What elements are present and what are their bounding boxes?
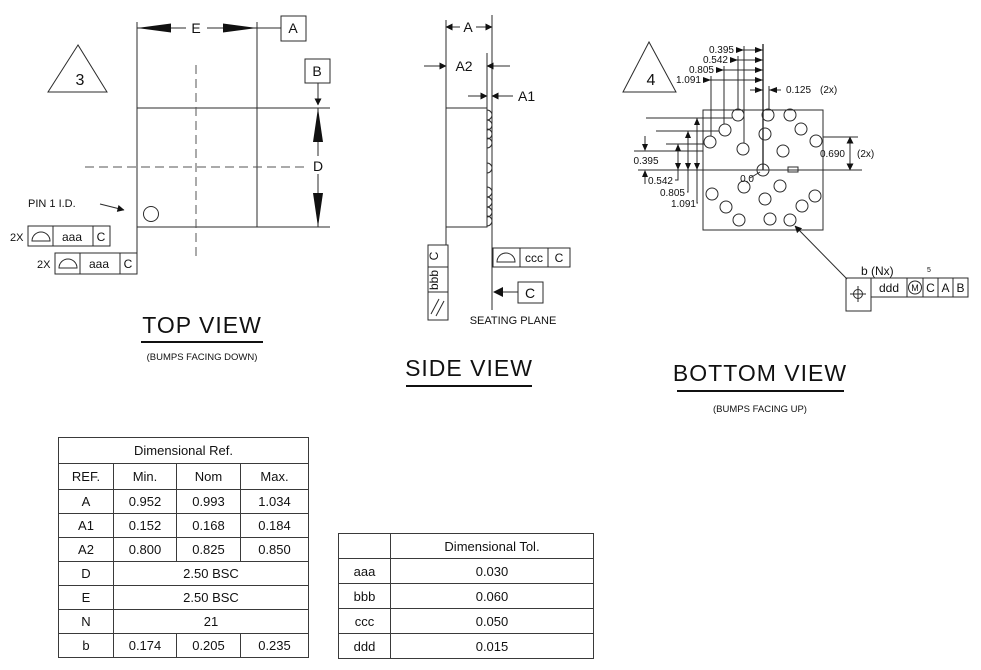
table-row	[339, 609, 594, 634]
dim-top-1091: 1.091	[675, 75, 701, 86]
tol-ref-cell: ddd	[339, 634, 391, 659]
tol-value-cell: 0.030	[391, 559, 594, 584]
nom-cell: 0.825	[177, 538, 241, 562]
dim-E	[137, 19, 281, 36]
datum-A	[281, 16, 306, 41]
nom-cell: 0.205	[177, 634, 241, 658]
fcf2-qty: 2X	[37, 259, 51, 271]
dim-top-0542: 0.542	[702, 55, 728, 66]
ref-cell: N	[59, 610, 114, 634]
fcf-position-datum-1: C	[926, 281, 935, 295]
datum-A-label: A	[288, 20, 298, 36]
table-row	[339, 584, 594, 609]
min-cell: 0.800	[114, 538, 177, 562]
fcf-parallelism-bbb	[427, 245, 448, 320]
dim-A1-label: A1	[518, 88, 536, 104]
flag-note-3-number: 3	[75, 72, 85, 89]
ref-col-header: REF.	[59, 464, 114, 490]
max-cell: 1.034	[241, 490, 309, 514]
side-view-bumps	[487, 110, 492, 226]
fcf-parallelism-datum: C	[427, 251, 441, 261]
origin-callout	[740, 172, 760, 185]
fcf2-tolerance: aaa	[88, 257, 110, 271]
dim-left-0542: 0.542	[647, 176, 673, 187]
fcf-profile-aaa-1	[10, 226, 110, 246]
datum-C-label: C	[524, 285, 536, 301]
max-cell: 0.184	[241, 514, 309, 538]
dim-E-label: E	[191, 20, 201, 36]
arrow-up-icon	[313, 108, 323, 142]
table-row	[59, 634, 309, 658]
arrow-left-icon	[137, 24, 171, 33]
tol-ref-cell: ccc	[339, 609, 391, 634]
seating-plane-label: SEATING PLANE	[469, 315, 557, 327]
ball-callout	[795, 226, 931, 279]
parallelism-icon	[431, 299, 444, 316]
dim-right-label: 0.690	[819, 149, 845, 160]
fcf-position-modifier: M	[911, 283, 919, 293]
dims-top	[676, 45, 837, 96]
min-col-header: Min.	[114, 464, 177, 490]
arrow-right-icon	[223, 24, 257, 33]
table-row	[59, 490, 309, 514]
fcf-profile-aaa-2	[37, 253, 137, 274]
profile-of-surface-icon	[32, 232, 50, 241]
ref-cell: A1	[59, 514, 114, 538]
ref-cell: A2	[59, 538, 114, 562]
tol-value-cell: 0.060	[391, 584, 594, 609]
ref-cell: A	[59, 490, 114, 514]
table-row	[59, 514, 309, 538]
side-view-title: SIDE VIEW	[405, 355, 533, 381]
dim-A2-label: A2	[455, 58, 473, 74]
fcf-parallelism-tolerance: bbb	[427, 269, 441, 291]
pin1-leader-arrow	[100, 204, 124, 210]
side-view-body	[446, 108, 487, 227]
dim-left-0805: 0.805	[659, 188, 685, 199]
table-row	[59, 586, 309, 610]
dim-right-qty: (2x)	[857, 149, 875, 160]
tol-table-title: Dimensional Tol.	[391, 534, 594, 559]
dim-left-0395: 0.395	[633, 156, 659, 167]
max-cell: 0.235	[241, 634, 309, 658]
dim-offset-label: 0.125	[786, 85, 812, 96]
tol-ref-cell: bbb	[339, 584, 391, 609]
nom-cell: 0.993	[177, 490, 241, 514]
table-row	[59, 538, 309, 562]
bottom-view-subtitle: (BUMPS FACING UP)	[713, 404, 807, 415]
max-cell: 0.850	[241, 538, 309, 562]
dim-D	[309, 108, 327, 227]
datum-B	[305, 59, 330, 105]
dim-D-label: D	[312, 158, 324, 174]
bottom-view-title: BOTTOM VIEW	[672, 360, 848, 386]
top-view	[10, 16, 330, 363]
top-view-extension-lines	[137, 22, 330, 253]
dims-left	[633, 118, 700, 210]
span-cell: 2.50 BSC	[114, 562, 309, 586]
fcf2-datum: C	[123, 257, 133, 271]
fcf-position-datum-2: A	[941, 281, 950, 295]
side-view	[405, 15, 570, 386]
ref-table-title: Dimensional Ref.	[59, 438, 309, 464]
fcf1-qty: 2X	[10, 232, 24, 244]
nom-cell: 0.168	[177, 514, 241, 538]
tol-ref-cell: aaa	[339, 559, 391, 584]
dimensional-ref-table	[58, 437, 309, 658]
dim-A1	[468, 88, 535, 104]
dim-right	[820, 137, 874, 170]
position-icon	[850, 286, 866, 302]
fcf-position-ddd	[846, 278, 968, 311]
min-cell: 0.174	[114, 634, 177, 658]
ball-callout-note: 5	[927, 267, 931, 274]
table-row	[59, 562, 309, 586]
dim-offset-qty: (2x)	[820, 85, 838, 96]
ball-leader-arrow	[795, 226, 847, 279]
profile-of-surface-icon	[59, 259, 77, 268]
table-row	[339, 634, 594, 659]
tol-blank-header	[339, 534, 391, 559]
profile-of-surface-icon	[497, 253, 515, 262]
fcf-position-datum-3: B	[956, 281, 965, 295]
pin1-id-label: PIN 1 I.D.	[28, 198, 76, 210]
dim-top-0395: 0.395	[708, 45, 734, 56]
ref-cell: b	[59, 634, 114, 658]
datum-B-label: B	[312, 63, 322, 79]
fcf-position-tolerance: ddd	[878, 281, 900, 295]
side-view-extension-lines	[446, 20, 487, 245]
fcf1-tolerance: aaa	[61, 230, 83, 244]
span-cell: 21	[114, 610, 309, 634]
dimensional-tol-table	[338, 533, 594, 659]
bottom-view	[623, 42, 968, 415]
flag-note-4-number: 4	[646, 72, 656, 89]
tol-value-cell: 0.015	[391, 634, 594, 659]
nom-col-header: Nom	[177, 464, 241, 490]
ball-callout-label: b (Nx)	[861, 264, 894, 278]
min-cell: 0.952	[114, 490, 177, 514]
pin1-id-circle	[144, 207, 159, 222]
ref-cell: E	[59, 586, 114, 610]
span-cell: 2.50 BSC	[114, 586, 309, 610]
dim-left-1091: 1.091	[670, 199, 696, 210]
fcf-profile-ccc	[493, 248, 570, 267]
table-row	[339, 559, 594, 584]
fcf-ccc-datum: C	[554, 251, 564, 265]
top-view-centerlines	[85, 65, 310, 258]
origin-label: 0,0	[740, 174, 754, 185]
arrow-down-icon	[313, 193, 323, 227]
datum-C	[493, 282, 543, 303]
top-view-title: TOP VIEW	[142, 312, 262, 338]
min-cell: 0.152	[114, 514, 177, 538]
ref-cell: D	[59, 562, 114, 586]
max-col-header: Max.	[241, 464, 309, 490]
dim-A-label: A	[463, 19, 473, 35]
table-row	[59, 610, 309, 634]
top-view-subtitle: (BUMPS FACING DOWN)	[146, 352, 258, 363]
fcf-ccc-tolerance: ccc	[525, 251, 543, 265]
dim-A2	[424, 58, 510, 74]
tol-value-cell: 0.050	[391, 609, 594, 634]
dim-A	[446, 19, 492, 35]
dim-top-0805: 0.805	[688, 65, 714, 76]
datum-arrow-icon	[493, 287, 503, 297]
fcf1-datum: C	[96, 230, 106, 244]
